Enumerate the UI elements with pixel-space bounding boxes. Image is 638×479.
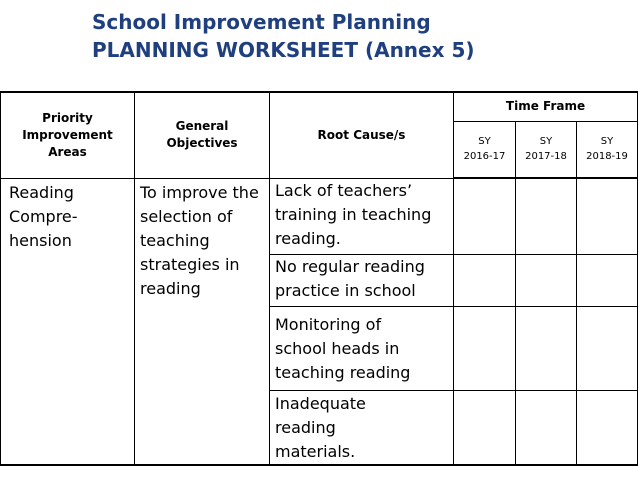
header-priority-label: Priority Improvement Areas (22, 110, 113, 159)
header-time-frame-label: Time Frame (505, 99, 586, 114)
priority-area-cell (1, 178, 135, 465)
root-cause-cell (270, 178, 454, 254)
time-frame-cell (577, 178, 638, 254)
time-frame-cell (577, 391, 638, 465)
time-frame-cell (516, 391, 577, 465)
page-title (92, 8, 475, 64)
planning-worksheet-table (0, 91, 638, 466)
header-priority-areas (1, 92, 135, 178)
root-cause-cell (270, 391, 454, 465)
time-frame-cell (516, 178, 577, 254)
header-root-cause-label: Root Cause/s (317, 127, 406, 142)
time-frame-cell (454, 254, 516, 306)
time-frame-cell (454, 178, 516, 254)
root-cause-cell (270, 254, 454, 306)
root-cause-text: Monitoring of school heads in teaching reading (275, 314, 411, 382)
time-frame-cell (454, 306, 516, 390)
time-frame-cell (516, 254, 577, 306)
time-frame-cell (577, 254, 638, 306)
root-cause-cell (270, 306, 454, 390)
title-line-2: PLANNING WORKSHEET (Annex 5) (92, 38, 475, 62)
sy-range: 2018-19 (586, 151, 628, 163)
sy-range: 2017-18 (525, 151, 567, 163)
header-general-objectives (135, 92, 270, 178)
time-frame-cell (577, 306, 638, 390)
header-root-causes (270, 92, 454, 178)
time-frame-cell (516, 306, 577, 390)
title-line-1: School Improvement Planning (92, 10, 431, 34)
sy-label: SY (478, 136, 491, 148)
root-cause-text: Inadequate reading materials. (275, 393, 366, 461)
header-time-frame (454, 92, 638, 121)
sy-range: 2016-17 (463, 151, 506, 163)
sy-label: SY (539, 136, 553, 148)
root-cause-text: Lack of teachers’ training in teaching reading. (275, 180, 432, 248)
sy-label: SY (600, 136, 614, 148)
header-sy-2018-19 (577, 121, 638, 178)
time-frame-cell (454, 391, 516, 465)
root-cause-text: No regular reading practice in school (275, 256, 425, 300)
priority-area-text: Reading Compre-hension (9, 182, 78, 250)
header-objectives-label: General Objectives (166, 119, 238, 151)
general-objective-cell (135, 178, 270, 465)
general-objective-text: To improve the selection of teaching strategies in reading (140, 182, 259, 298)
header-sy-2016-17 (454, 121, 516, 178)
header-sy-2017-18 (516, 121, 577, 178)
